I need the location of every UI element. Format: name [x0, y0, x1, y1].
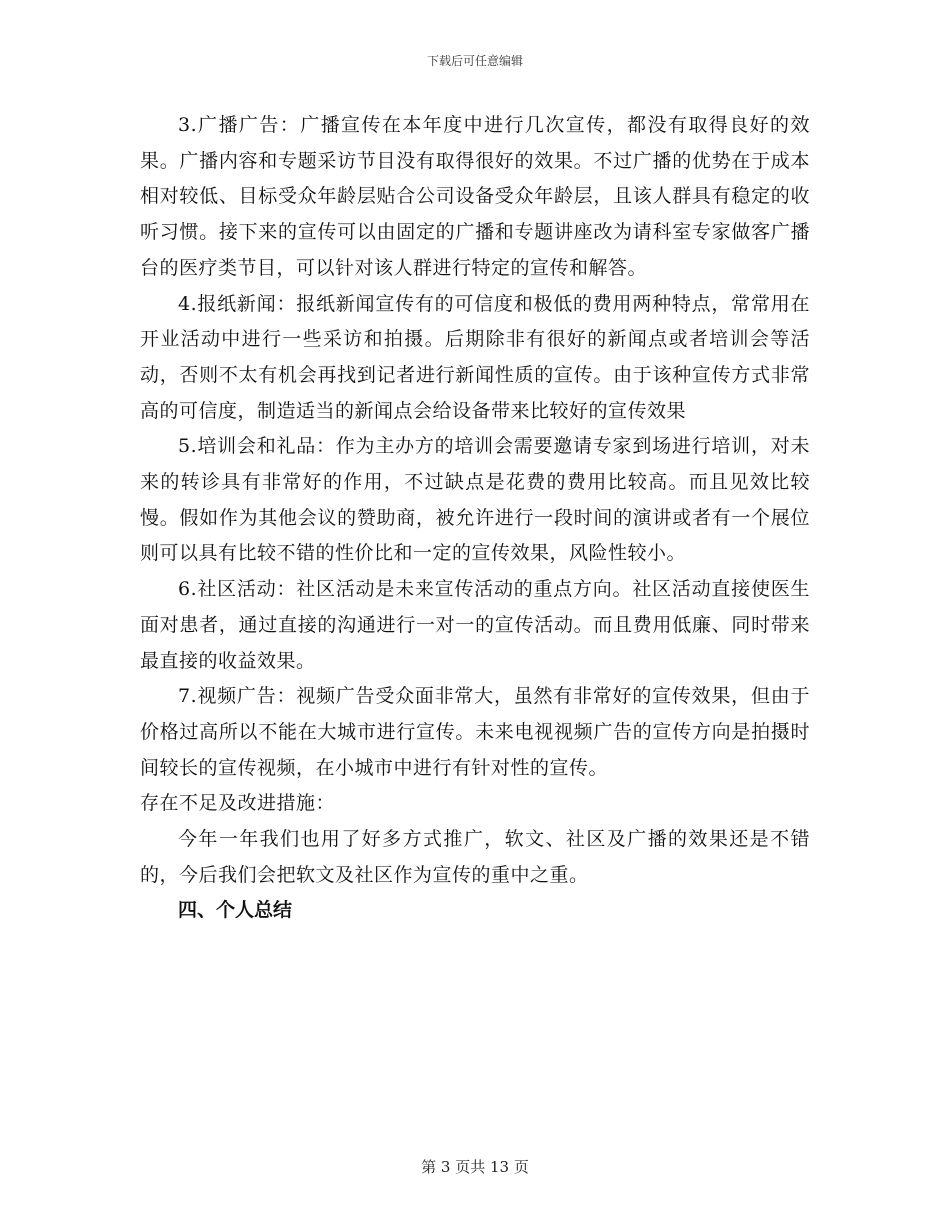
- paragraph-radio-ads: 3.广播广告：广播宣传在本年度中进行几次宣传，都没有取得良好的效果。广播内容和专题采访节目没有取得很好的效果。不过广播的优势在于成本相对较低、目标受众年龄层贴合公司设备受众年龄层，且该人群具有稳定的收听习惯。接下来的宣传可以由固定的广播和专题讲座改为请科室专家做客广播台的医疗类节目，可以针对该人群进行特定的宣传和解答。: [140, 114, 810, 279]
- document-body: [140, 108, 810, 929]
- paragraph-newspaper: 4.报纸新闻：报纸新闻宣传有的可信度和极低的费用两种特点，常常用在开业活动中进行一些采访和拍摄。后期除非有很好的新闻点或者培训会等活动，否则不太有机会再找到记者进行新闻性质的宣传。由于该种宣传方式非常高的可信度，制造适当的新闻点会给设备带来比较好的宣传效果: [140, 292, 810, 422]
- paragraph-video-ads: 7.视频广告：视频广告受众面非常大，虽然有非常好的宣传效果，但由于价格过高所以不能在大城市进行宣传。未来电视视频广告的宣传方向是拍摄时间较长的宣传视频，在小城市中进行有针对性的宣传。: [140, 685, 810, 779]
- paragraph-training-gifts: 5.培训会和礼品：作为主办方的培训会需要邀请专家到场进行培训，对未来的转诊具有非常好的作用，不过缺点是花费的费用比较高。而且见效比较慢。假如作为其他会议的赞助商，被允许进行一段时间的演讲或者有一个展位则可以具有比较不错的性价比和一定的宣传效果，风险性较小。: [140, 435, 810, 565]
- section-heading: 四、个人总结: [178, 899, 293, 922]
- paragraph-shortcomings-title: 存在不足及改进措施：: [140, 792, 336, 815]
- paragraph-improvement: 今年一年我们也用了好多方式推广，软文、社区及广播的效果还是不错的，今后我们会把软文及社区作为宣传的重中之重。: [140, 828, 810, 886]
- page-footer: 第 3 页共 13 页: [421, 1158, 529, 1176]
- page-header: 下载后可任意编辑: [426, 54, 523, 68]
- paragraph-community: 6.社区活动：社区活动是未来宣传活动的重点方向。社区活动直接使医生面对患者，通过直接的沟通进行一对一的宣传活动。而且费用低廉、同时带来最直接的收益效果。: [140, 578, 810, 672]
